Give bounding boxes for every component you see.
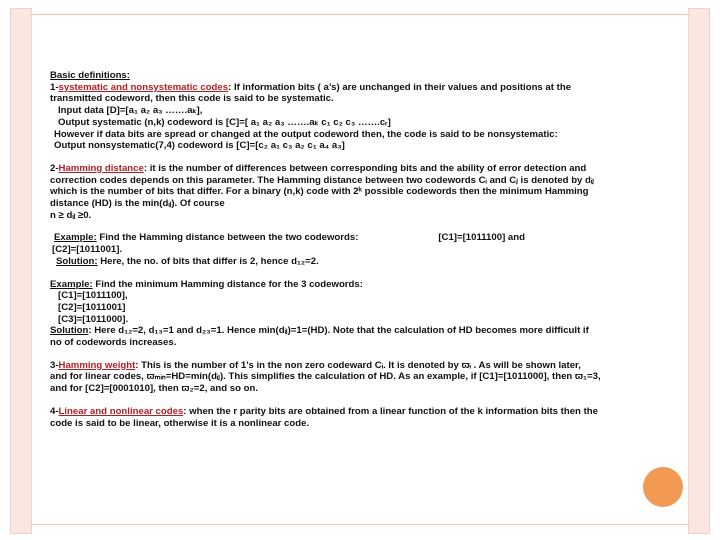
- output-systematic-line: Output systematic (n,k) codeword is [C]=[ a₁ a₂ a₃ …….aₖ c₁ c₂ c₃ …….cᵣ]: [58, 116, 391, 128]
- bottom-divider: [30, 524, 690, 526]
- example2-codeword3: [C3]=[1011000].: [58, 313, 129, 325]
- solution2-text: : Here d₁₂=2, d₁₃=1 and d₂₃=1. Hence min(dᵢⱼ)=1=(HD). Note that the calculation of HD becomes more difficult if: [88, 325, 589, 337]
- spacer: [50, 349, 675, 360]
- however-line: However if data bits are spread or changed at the output codeword then, the code is said to be nonsystematic:: [54, 128, 558, 140]
- heading: Basic definitions:: [50, 70, 130, 81]
- spacer: [50, 395, 675, 406]
- section2-line1: [50, 163, 675, 175]
- example2-label: Example:: [50, 278, 93, 290]
- solution2-line2: no of codewords increases.: [50, 337, 177, 349]
- example2-codeword1: [C1]=[1011100],: [58, 290, 128, 302]
- section4-number: 4-: [50, 405, 59, 417]
- section1-number: 1-: [50, 81, 59, 93]
- section2-number: 2-: [50, 162, 59, 174]
- section3-line1: [50, 360, 675, 372]
- section1-text: : If information bits ( a’s) are unchanged in their values and positions at the: [228, 81, 572, 93]
- inequality-line: n ≥ dᵢⱼ ≥0.: [50, 209, 92, 221]
- solution1-text: Here, the no. of bits that differ is 2, hence d₁₂=2.: [97, 255, 319, 267]
- section2-line4: distance (HD) is the min(dᵢⱼ). Of course: [50, 198, 225, 210]
- example1-line: [50, 232, 675, 244]
- example1-label: Example:: [54, 232, 97, 244]
- section2-text: : it is the number of differences between corresponding bits and the ability of error detection and: [143, 162, 587, 174]
- top-divider: [30, 14, 690, 16]
- section3-text: : This is the number of 1’s in the non zero codeward Cᵢ. It is denoted by ϖᵢ . As will be shown later,: [135, 359, 581, 371]
- section2-line3: which is the number of bits that differ. For a binary (n,k) code with 2ᵏ possible codewords then the minimum Hamming: [50, 186, 589, 198]
- section4-line1: [50, 406, 675, 418]
- section1-line2: transmitted codeword, then this code is said to be systematic.: [50, 93, 334, 105]
- section1-term: systematic and nonsystematic codes: [58, 81, 229, 93]
- section4-term: Linear and nonlinear codes: [58, 405, 184, 417]
- solution2-line1: [50, 325, 675, 337]
- slide-body: [50, 70, 675, 429]
- example2-line: [50, 279, 675, 291]
- solution1-line: [50, 256, 675, 268]
- section3-term: Hamming weight: [58, 359, 136, 371]
- input-data-line: Input data [D]=[a₁ a₂ a₃ …….aₖ],: [58, 105, 203, 117]
- example2-text: Find the minimum Hamming distance for the 3 codewords:: [92, 278, 363, 290]
- left-border-panel: [10, 8, 32, 534]
- example1-codeword1: [C1]=[1011100] and: [438, 232, 525, 244]
- section3-number: 3-: [50, 359, 59, 371]
- spacer: [50, 268, 675, 279]
- section3-line2: and for linear codes, ϖₘᵢₙ=HD=min(dᵢⱼ). This simplifies the calculation of HD. As an example, if [C1]=[1011000], then ϖ₁=3,: [50, 371, 601, 383]
- decorative-orange-circle: [643, 467, 683, 507]
- section1-line1: [50, 82, 675, 94]
- section4-text: : when the r parity bits are obtained from a linear function of the k information bits then the: [183, 405, 598, 417]
- section2-term: Hamming distance: [58, 162, 144, 174]
- example2-codeword2: [C2]=[1011001]: [58, 301, 126, 313]
- section3-line3: and for [C2]=[0001010], then ϖ₂=2, and so on.: [50, 383, 259, 395]
- right-border-panel: [688, 8, 710, 534]
- section2-line2: correction codes depends on this parameter. The Hamming distance between two codewords Cᵢ and Cⱼ is denoted by dᵢⱼ: [50, 174, 594, 186]
- spacer: [50, 152, 675, 163]
- solution2-label: Solution: [50, 325, 89, 337]
- spacer: [50, 221, 675, 232]
- example1-text: Find the Hamming distance between the two codewords:: [96, 232, 359, 244]
- section4-line2: code is said to be linear, otherwise it is a nonlinear code.: [50, 417, 310, 429]
- output-nonsystematic-line: Output nonsystematic(7,4) codeword is [C]=[c₂ a₁ c₃ a₂ c₁ a₄ a₃]: [54, 140, 345, 152]
- example1-codeword2: [C2]=[1011001].: [52, 244, 123, 256]
- solution1-label: Solution:: [56, 255, 98, 267]
